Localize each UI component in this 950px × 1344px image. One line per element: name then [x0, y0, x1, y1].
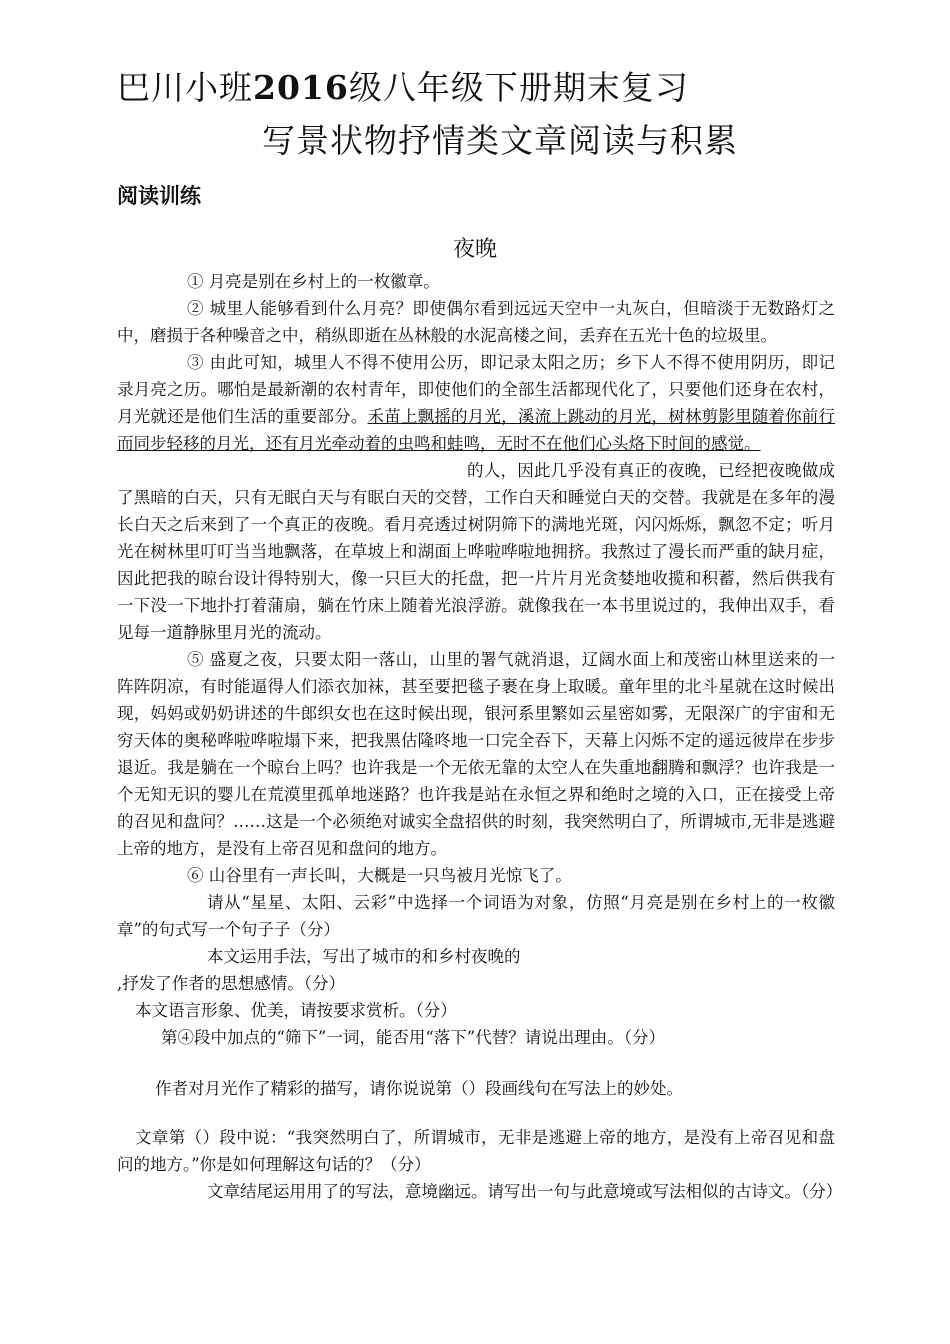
paragraph-6: ⑥ 山谷里有一声长叫，大概是一只鸟被月光惊飞了。: [187, 866, 572, 885]
article-body: [117, 268, 843, 1205]
document-subtitle: 写景状物抒情类文章阅读与积累: [262, 121, 738, 160]
paragraph-1: ① 月亮是别在乡村上的一枚徽章。: [187, 272, 440, 291]
underlined-sentence: 禾苗上飘摇的月光，溪流上跳动的月光，树林剪影里随着你前行而同步轻移的月光，还有月光牵动着的虫鸣和蛙鸣，无时不在他们心头烙下时间的感觉。: [117, 407, 836, 453]
paragraph-3: [117, 349, 835, 457]
title-year: 2016: [253, 68, 349, 107]
question-2a: 本文运用手法，写出了城市的和乡村夜晚的: [207, 947, 521, 966]
paragraph-4-text: 的人，因此几乎没有真正的夜晚，已经把夜晚做成了黑暗的白天，只有无眠白天与有眠白天的交替，工作白天和睡觉白天的交替。我就是在多年的漫长白天之后来到了一个真正的夜晚。看月亮透过树阴筛下的满地光斑，闪闪烁烁，飘忽不定；听月光在树林里叮叮当当地飘落，在草坡上和湖面上哗啦哗啦地拥挤。我熬过了漫长而严重的缺月症，因此把我的晾台设计得特别大，像一只巨大的托盘，把一片片月光贪婪地收揽和积蓄，然后供我有一下没一下地扑打着蒲扇，躺在竹床上随着光浪浮游。就像我在一本书里说过的，我伸出双手，看见每一道静脉里月光的流动。: [117, 461, 835, 642]
paragraph-2: ② 城里人能够看到什么月亮？即使偶尔看到远远天空中一丸灰白，但暗淡于无数路灯之中，磨损于各种噪音之中，稍纵即逝在丛林般的水泥高楼之间，丢弃在五光十色的垃圾里。: [117, 299, 835, 345]
document-title: [117, 62, 689, 109]
article-title: 夜晚: [452, 237, 497, 262]
question-4: 第④段中加点的“筛下”一词，能否用“落下”代替？请说出理由。（分）: [161, 1028, 665, 1047]
title-prefix: 巴川小班: [117, 68, 253, 107]
question-3: 本文语言形象、优美，请按要求赏析。（分）: [135, 1001, 457, 1020]
paragraph-5: ⑤ 盛夏之夜，只要太阳一落山，山里的署气就消退，辽阔水面上和茂密山林里送来的一阵阵阴凉，有时能逼得人们添衣加袜，甚至要把毯子裹在身上取暖。童年里的北斗星就在这时候出现，妈妈或奶奶讲述的牛郎织女也在这时候出现，银河系里繁如云星密如雾，无限深广的宇宙和无穷天体的奥秘哗啦哗啦塌下来，把我黑估隆咚地一口完全吞下，天幕上闪烁不定的遥远彼岸在步步退近。我是躺在一个晾台上吗？也许我是一个无依无靠的太空人在失重地翻腾和飘浮？也许我是一个无知无识的婴儿在荒漠里孤单地迷路？也许我是站在永恒之界和绝时之境的入口，正在接受上帝的召见和盘问？……这是一个必须绝对诚实全盘招供的时刻，我突然明白了，所谓城市,无非是逃避上帝的地方，是没有上帝召见和盘问的地方。: [117, 650, 835, 858]
question-1: 请从“星星、太阳、云彩”中选择一个词语为对象，仿照“月亮是别在乡村上的一枚徽章”的句式写一个句子子（分）: [117, 893, 835, 939]
question-5: 作者对月光作了精彩的描写，请你说说第（）段画线句在写法上的妙处。: [155, 1079, 683, 1098]
question-6: 文章第（）段中说：“我突然明白了，所谓城市，无非是逃避上帝的地方，是没有上帝召见和盘问的地方。”你是如何理解这句话的？（分）: [117, 1128, 835, 1174]
paragraph-3-text: ③ 由此可知，城里人不得不使用公历，即记录太阳之历；乡下人不得不使用阴历，即记录月亮之历。哪怕是最新潮的农村青年，即使他们的全部生活都现代化了，只要他们还身在农村，月光就还是他们生活的重要部分。: [117, 353, 835, 426]
section-heading: 阅读训练: [117, 184, 201, 208]
question-7: 文章结尾运用用了的写法，意境幽远。请写出一句与此意境或写法相似的古诗文。（分）: [207, 1182, 843, 1201]
paragraph-4: [117, 457, 835, 646]
question-2b: ,抒发了作者的思想感情。（分）: [117, 974, 345, 993]
title-suffix: 级八年级下册期末复习: [348, 68, 689, 107]
